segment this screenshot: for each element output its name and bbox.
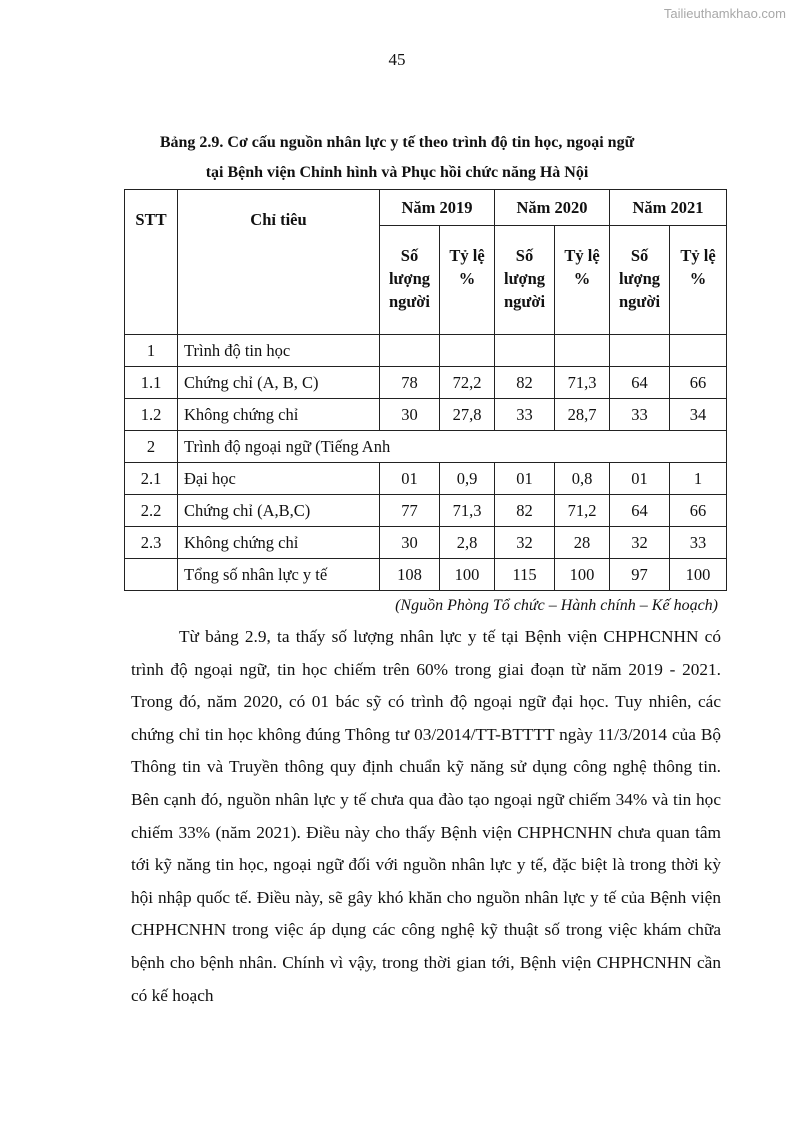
cell-value [380, 335, 440, 367]
cell-value: 100 [555, 559, 610, 591]
subheader-count: Số lượng người [495, 226, 555, 335]
subheader-percent: Tỷ lệ % [670, 226, 727, 335]
cell-value: 97 [610, 559, 670, 591]
cell-value [440, 335, 495, 367]
row-stt: 2.1 [125, 463, 178, 495]
header-year-2021: Năm 2021 [610, 190, 727, 226]
row-stt: 1.2 [125, 399, 178, 431]
cell-value: 82 [495, 495, 555, 527]
cell-value: 33 [610, 399, 670, 431]
table-row [125, 431, 727, 463]
table-row [125, 527, 727, 559]
workforce-table [124, 189, 727, 591]
row-label: Trình độ ngoại ngữ (Tiếng Anh [178, 431, 727, 463]
cell-value: 34 [670, 399, 727, 431]
subheader-percent: Tỷ lệ % [555, 226, 610, 335]
row-label: Chứng chỉ (A,B,C) [178, 495, 380, 527]
header-stt: STT [125, 190, 178, 335]
row-label: Tổng số nhân lực y tế [178, 559, 380, 591]
subheader-count: Số lượng người [380, 226, 440, 335]
cell-value [495, 335, 555, 367]
cell-value: 0,9 [440, 463, 495, 495]
row-label: Đại học [178, 463, 380, 495]
row-stt: 2.2 [125, 495, 178, 527]
row-stt [125, 559, 178, 591]
cell-value: 71,3 [440, 495, 495, 527]
table-caption-line-2: tại Bệnh viện Chỉnh hình và Phục hồi chức năng Hà Nội [205, 164, 589, 181]
table-row [125, 335, 727, 367]
cell-value: 66 [670, 367, 727, 399]
table-caption-line-1: Bảng 2.9. Cơ cấu nguồn nhân lực y tế theo trình độ tin học, ngoại ngữ [159, 134, 635, 151]
header-year-2019: Năm 2019 [380, 190, 495, 226]
body-paragraph: Từ bảng 2.9, ta thấy số lượng nhân lực y tế tại Bệnh viện CHPHCNHN có trình độ ngoại ngữ, tin học chiếm trên 60% trong giai đoạn từ năm 2019 - 2021. Trong đó, năm 2020, có 01 bác sỹ có trình độ ngoại ngữ đại học. Tuy nhiên, các chứng chỉ tin học không đúng Thông tư 03/2014/TT-BTTTT ngày 11/3/2014 của Bộ Thông tin và Truyền thông quy định chuẩn kỹ năng sử dụng công nghệ thông tin. Bên cạnh đó, nguồn nhân lực y tế chưa qua đào tạo ngoại ngữ chiếm 34% và tin học chiếm 33% (năm 2021). Điều này cho thấy Bệnh viện CHPHCNHN chưa quan tâm tới kỹ năng tin học, ngoại ngữ đối với nguồn nhân lực y tế, đặc biệt là trong thời kỳ hội nhập quốc tế. Điều này, sẽ gây khó khăn cho nguồn nhân lực y tế của Bệnh viện CHPHCNHN trong việc áp dụng các công nghệ kỹ thuật số trong việc khám chữa bệnh cho bệnh nhân. Chính vì vậy, trong thời gian tới, Bệnh viện CHPHCNHN cần có kế hoạch [131, 627, 721, 1005]
table-row-total [125, 559, 727, 591]
cell-value: 64 [610, 367, 670, 399]
header-year-2020: Năm 2020 [495, 190, 610, 226]
watermark: Tailieuthamkhao.com [663, 6, 786, 21]
cell-value: 28 [555, 527, 610, 559]
cell-value: 28,7 [555, 399, 610, 431]
cell-value: 72,2 [440, 367, 495, 399]
row-label: Trình độ tin học [178, 335, 380, 367]
cell-value: 30 [380, 527, 440, 559]
cell-value: 115 [495, 559, 555, 591]
cell-value: 71,2 [555, 495, 610, 527]
cell-value: 27,8 [440, 399, 495, 431]
cell-value: 32 [495, 527, 555, 559]
cell-value: 30 [380, 399, 440, 431]
table-row [125, 495, 727, 527]
cell-value: 1 [670, 463, 727, 495]
table-row [125, 367, 727, 399]
cell-value [555, 335, 610, 367]
cell-value: 100 [440, 559, 495, 591]
cell-value: 2,8 [440, 527, 495, 559]
cell-value: 108 [380, 559, 440, 591]
row-label: Không chứng chỉ [178, 527, 380, 559]
row-label: Không chứng chỉ [178, 399, 380, 431]
cell-value: 32 [610, 527, 670, 559]
cell-value: 64 [610, 495, 670, 527]
cell-value: 100 [670, 559, 727, 591]
row-stt: 2 [125, 431, 178, 463]
cell-value: 01 [495, 463, 555, 495]
table-source-note: (Nguồn Phòng Tổ chức – Hành chính – Kế hoạch) [395, 597, 718, 614]
cell-value: 82 [495, 367, 555, 399]
cell-value: 66 [670, 495, 727, 527]
table-row [125, 399, 727, 431]
cell-value [670, 335, 727, 367]
row-stt: 1 [125, 335, 178, 367]
cell-value: 78 [380, 367, 440, 399]
row-label: Chứng chỉ (A, B, C) [178, 367, 380, 399]
row-stt: 1.1 [125, 367, 178, 399]
subheader-count: Số lượng người [610, 226, 670, 335]
cell-value: 01 [380, 463, 440, 495]
cell-value: 71,3 [555, 367, 610, 399]
table-row [125, 463, 727, 495]
page-number: 45 [388, 50, 406, 69]
cell-value: 33 [495, 399, 555, 431]
cell-value: 01 [610, 463, 670, 495]
row-stt: 2.3 [125, 527, 178, 559]
cell-value: 77 [380, 495, 440, 527]
cell-value [610, 335, 670, 367]
subheader-percent: Tỷ lệ % [440, 226, 495, 335]
cell-value: 33 [670, 527, 727, 559]
header-criteria: Chỉ tiêu [178, 190, 380, 335]
cell-value: 0,8 [555, 463, 610, 495]
